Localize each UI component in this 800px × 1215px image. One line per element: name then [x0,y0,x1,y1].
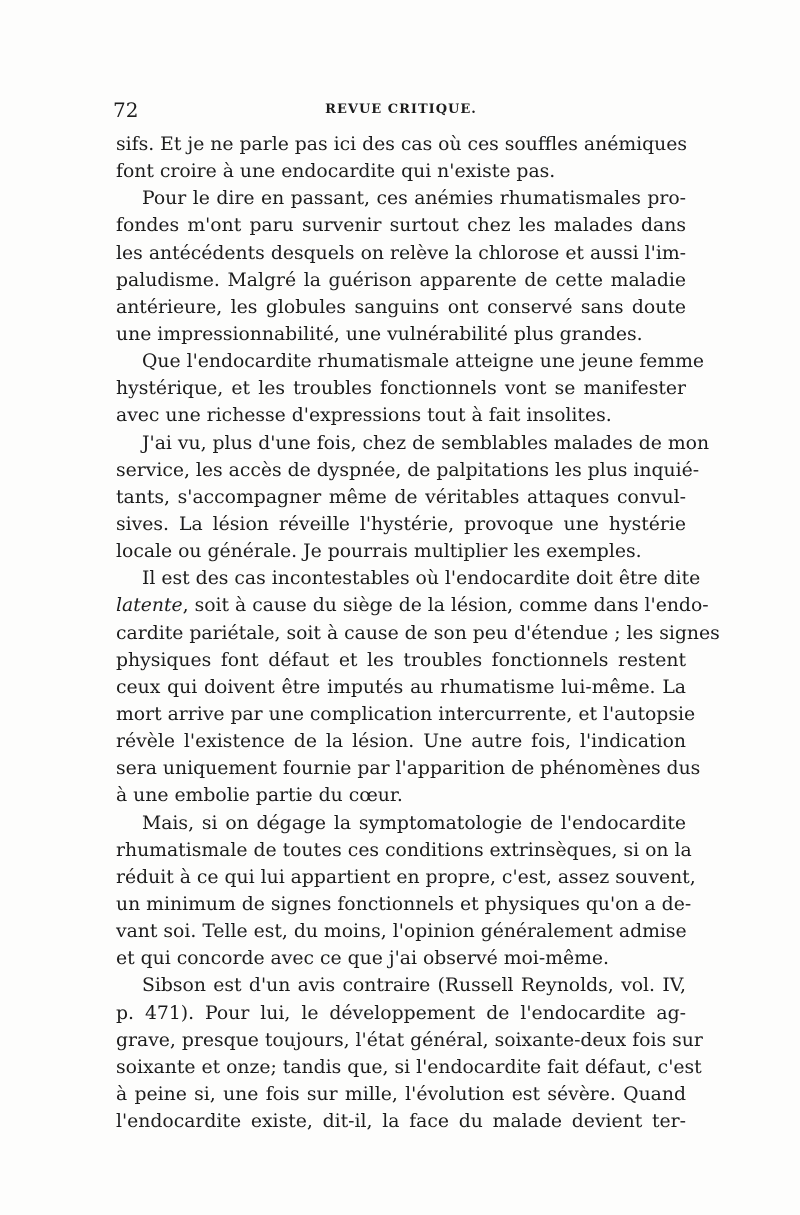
text-line: l'endocardite existe, dit-il, la face du malade devient ter- [116,1111,686,1133]
paragraph-first-line: Que l'endocardite rhumatismale atteigne une jeune femme [142,351,705,373]
text-line: et qui concorde avec ce que j'ai observé moi-même. [116,948,609,970]
paragraph-first-line: Mais, si on dégage la symptomatologie de l'endocardite [142,812,686,834]
text-line: physiques font défaut et les troubles fonctionnels restent [116,649,686,671]
text-line: à une embolie partie du cœur. [116,785,403,807]
paragraph-first-line: Pour le dire en passant, ces anémies rhumatismales pro- [142,188,686,210]
text-line: tants, s'accompagner même de véritables attaques convul- [116,486,686,508]
text-line: une impressionnabilité, une vulnérabilité plus grandes. [116,323,643,345]
text-line: à peine si, une fois sur mille, l'évolution est sévère. Quand [116,1083,686,1105]
running-title: REVUE CRITIQUE. [325,102,477,117]
text-line: font croire à une endocardite qui n'existe pas. [116,161,556,183]
text-line: service, les accès de dyspnée, de palpitations les plus inquié- [116,459,700,481]
text-line: un minimum de signes fonctionnels et physiques qu'on a de- [116,893,692,915]
text-line: hystérique, et les troubles fonctionnels vont se manifester [116,378,686,400]
text-line: paludisme. Malgré la guérison apparente de cette maladie [116,269,686,291]
text-line: antérieure, les globules sanguins ont conservé sans doute [116,296,686,318]
text-line: locale ou générale. Je pourrais multiplier les exemples. [116,541,642,563]
page-number: 72 [113,98,139,122]
paragraph-first-line: Sibson est d'un avis contraire (Russell Reynolds, vol. IV, [142,975,686,997]
text-line: mort arrive par une complication intercurrente, et l'autopsie [116,703,696,725]
text-line: cardite pariétale, soit à cause de son peu d'étendue ; les signes [116,622,720,644]
text-line: rhumatismale de toutes ces conditions extrinsèques, si on la [116,839,692,861]
text-line: grave, presque toujours, l'état général, soixante-deux fois sur [116,1029,703,1051]
text-line: sera uniquement fournie par l'apparition de phénomènes dus [116,758,701,780]
paragraph-first-line: J'ai vu, plus d'une fois, chez de semblables malades de mon [142,432,710,454]
text-line: ceux qui doivent être imputés au rhumatisme lui-même. La [116,676,686,698]
text-line: vant soi. Telle est, du moins, l'opinion généralement admise [116,921,687,943]
text-line-with-italic [116,592,709,619]
text-line: réduit à ce qui lui appartient en propre, c'est, assez souvent, [116,866,696,888]
text-line: soixante et onze; tandis que, si l'endocardite fait défaut, c'est [116,1056,702,1078]
text-line: révèle l'existence de la lésion. Une autre fois, l'indication [116,731,686,753]
text-line: avec une richesse d'expressions tout à fait insolites. [116,405,612,427]
text-line: les antécédents desquels on relève la chlorose et aussi l'im- [116,242,686,264]
text-line: sives. La lésion réveille l'hystérie, provoque une hystérie [116,513,686,535]
text-fragment: , soit à cause du siège de la lésion, comme dans l'endo- [182,595,709,617]
text-line: sifs. Et je ne parle pas ici des cas où ces souffles anémiques [116,134,688,155]
text-line: p. 471). Pour lui, le développement de l'endocardite ag- [116,1002,686,1024]
text-line: fondes m'ont paru survenir surtout chez les malades dans [116,215,686,237]
page-header [113,98,689,122]
italic-term: latente [116,595,183,617]
body-text [116,131,720,1135]
paragraph-first-line: Il est des cas incontestables où l'endocardite doit être dite [142,568,701,590]
